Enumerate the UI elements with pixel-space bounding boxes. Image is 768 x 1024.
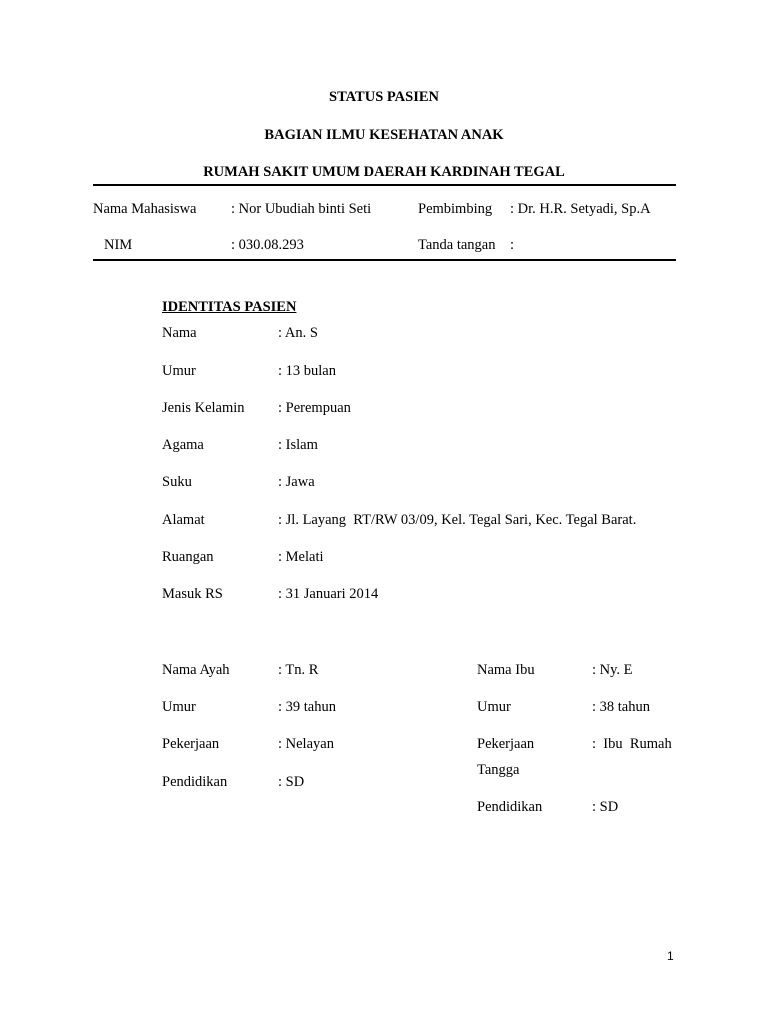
identity-value: : 31 Januari 2014 <box>278 586 379 602</box>
document-title: STATUS PASIEN <box>329 89 439 105</box>
identity-label: Ruangan <box>162 549 214 565</box>
mother-label: Pendidikan <box>477 799 543 815</box>
father-label: Pekerjaan <box>162 736 220 752</box>
hospital-heading: RUMAH SAKIT UMUM DAERAH KARDINAH TEGAL <box>203 164 565 180</box>
identity-label: Agama <box>162 437 204 453</box>
mother-label: Umur <box>477 699 511 715</box>
father-label: Umur <box>162 699 196 715</box>
supervisor-label: Pembimbing <box>418 201 493 217</box>
page-number: 1 <box>667 949 674 963</box>
supervisor-value: : Dr. H.R. Setyadi, Sp.A <box>510 201 651 217</box>
identity-value: : Jl. Layang RT/RW 03/09, Kel. Tegal Sari, Kec. Tegal Barat. <box>278 512 637 528</box>
nim-value: : 030.08.293 <box>231 237 304 253</box>
identity-value: : Islam <box>278 437 318 453</box>
mother-label: Pekerjaan <box>477 736 535 752</box>
father-label: Nama Ayah <box>162 662 230 678</box>
identity-value: : Melati <box>278 549 324 565</box>
identity-label: Jenis Kelamin <box>162 400 245 416</box>
father-value: : Tn. R <box>278 662 319 678</box>
identity-value: : Jawa <box>278 474 315 490</box>
mother-value: : Ibu Rumah <box>592 736 672 752</box>
bottom-rule <box>93 259 676 261</box>
mother-value: : SD <box>592 799 619 815</box>
identity-label: Umur <box>162 363 196 379</box>
father-value: : SD <box>278 774 305 790</box>
father-value: : 39 tahun <box>278 699 336 715</box>
identity-value: : Perempuan <box>278 400 351 416</box>
identity-value: : 13 bulan <box>278 363 336 379</box>
father-label: Pendidikan <box>162 774 228 790</box>
student-name-value: : Nor Ubudiah binti Seti <box>231 201 372 217</box>
department-heading: BAGIAN ILMU KESEHATAN ANAK <box>264 127 504 143</box>
mother-value: : Ny. E <box>592 662 633 678</box>
student-name-label: Nama Mahasiswa <box>93 201 197 217</box>
identity-heading: IDENTITAS PASIEN <box>162 299 297 315</box>
identity-label: Suku <box>162 474 192 490</box>
identity-value: : An. S <box>278 325 318 341</box>
identity-label: Nama <box>162 325 197 341</box>
signature-value: : <box>510 237 515 253</box>
identity-label: Alamat <box>162 512 205 528</box>
mother-occupation-continuation: Tangga <box>477 762 520 778</box>
mother-label: Nama Ibu <box>477 662 535 678</box>
mother-value: : 38 tahun <box>592 699 650 715</box>
identity-label: Masuk RS <box>162 586 223 602</box>
top-rule <box>93 184 676 186</box>
signature-label: Tanda tangan <box>418 237 496 253</box>
nim-label: NIM <box>104 237 133 253</box>
father-value: : Nelayan <box>278 736 334 752</box>
